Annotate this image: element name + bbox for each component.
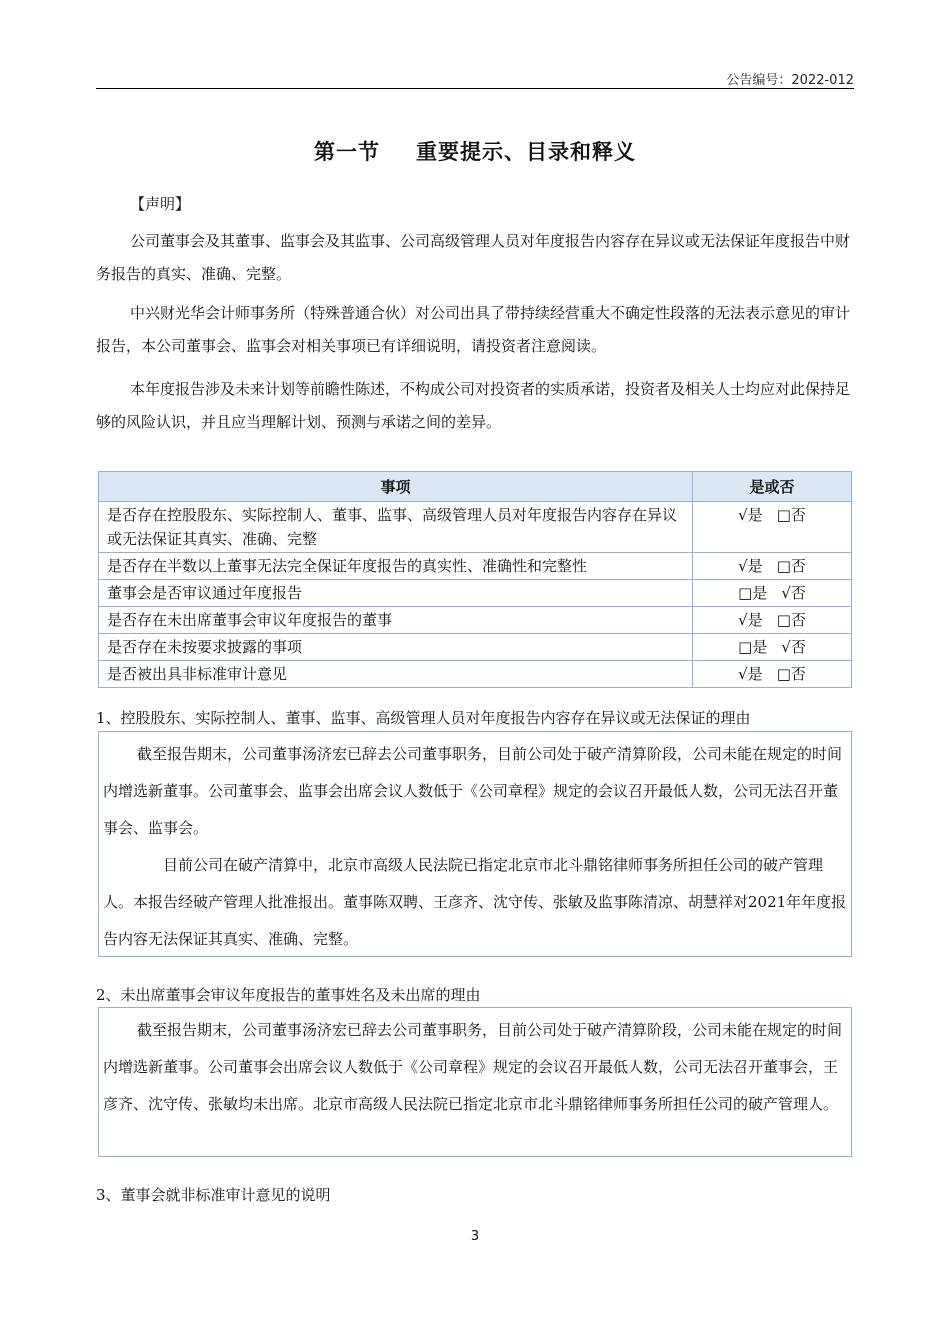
table-cell-answer [693,661,852,688]
reason-heading-3: 3、董事会就非标准审计意见的说明 [96,1186,331,1204]
column-header-answer: 是或否 [693,472,852,502]
answer-no: □否 [776,611,806,629]
reason-paragraph: 截至报告期末，公司董事汤济宏已辞去公司董事职务，目前公司处于破产清算阶段，公司未能在规定的时间内增选新董事。公司董事会、监事会出席会议人数低于《公司章程》规定的会议召开最低人数，公司无法召开董事会、监事会。 [103,745,843,837]
section-title [96,136,854,166]
reason-box-1 [98,731,852,957]
statement-paragraph: 中兴财光华会计师事务所（特殊普通合伙）对公司出具了带持续经营重大不确定性段落的无法表示意见的审计报告，本公司董事会、监事会对相关事项已有详细说明，请投资者注意阅读。 [96,304,851,355]
answer-no: □否 [776,506,806,524]
table-header-row [99,472,852,502]
table-cell-answer [693,580,852,607]
answer-no: □否 [776,557,806,575]
statement-paragraph: 公司董事会及其董事、监事会及其监事、公司高级管理人员对年度报告内容存在异议或无法保证年度报告中财务报告的真实、准确、完整。 [96,232,851,283]
table-cell-answer [693,502,852,553]
page-number: 3 [470,1229,480,1244]
table-row [99,661,852,688]
statement-label: 【声明】 [130,195,191,213]
answer-no: √否 [781,638,806,656]
answer-no: √否 [781,584,806,602]
answer-no: □否 [776,665,806,683]
header-divider [96,88,854,89]
table-cell-item: 是否被出具非标准审计意见 [99,661,693,688]
answer-yes: √是 [738,665,763,683]
table-row [99,502,852,553]
column-header-item: 事项 [99,472,693,502]
section-number: 第一节 [314,140,380,164]
table-cell-answer [693,634,852,661]
table-row [99,607,852,634]
answer-yes: □是 [738,638,768,656]
answer-yes: √是 [738,557,763,575]
table-row [99,553,852,580]
table-cell-item: 是否存在未出席董事会审议年度报告的董事 [99,607,693,634]
reason-heading-2: 2、未出席董事会审议年度报告的董事姓名及未出席的理由 [96,986,481,1004]
table-row [99,634,852,661]
statement-paragraph: 本年度报告涉及未来计划等前瞻性陈述，不构成公司对投资者的实质承诺，投资者及相关人士均应对此保持足够的风险认识，并且应当理解计划、预测与承诺之间的差异。 [96,380,851,431]
reason-heading-1: 1、控股股东、实际控制人、董事、监事、高级管理人员对年度报告内容存在异议或无法保证的理由 [96,709,751,727]
reason-box-2 [98,1007,852,1157]
section-name: 重要提示、目录和释义 [416,140,636,164]
reason-paragraph: 截至报告期末，公司董事汤济宏已辞去公司董事职务，目前公司处于破产清算阶段，公司未能在规定的时间内增选新董事。公司董事会出席会议人数低于《公司章程》规定的会议召开最低人数，公司无法召开董事会，王彦齐、沈守传、张敏均未出席。北京市高级人民法院已指定北京市北斗鼎铭律师事务所担任公司的破产管理人。 [103,1021,843,1113]
table-cell-item: 董事会是否审议通过年度报告 [99,580,693,607]
announcement-code: 公告编号：2022-012 [726,73,854,88]
answer-yes: √是 [738,506,763,524]
confirmation-table [98,471,852,688]
table-row [99,580,852,607]
answer-yes: □是 [738,584,768,602]
answer-yes: √是 [738,611,763,629]
table-cell-answer [693,553,852,580]
table-cell-item: 是否存在控股股东、实际控制人、董事、监事、高级管理人员对年度报告内容存在异议或无法保证其真实、准确、完整 [99,502,693,553]
reason-paragraph: 目前公司在破产清算中，北京市高级人民法院已指定北京市北斗鼎铭律师事务所担任公司的破产管理人。本报告经破产管理人批准报出。董事陈双聘、王彦齐、沈守传、张敏及监事陈清凉、胡慧祥对2021年年度报告内容无法保证其真实、准确、完整。 [103,856,847,948]
table-cell-answer [693,607,852,634]
table-cell-item: 是否存在半数以上董事无法完全保证年度报告的真实性、准确性和完整性 [99,553,693,580]
table-cell-item: 是否存在未按要求披露的事项 [99,634,693,661]
